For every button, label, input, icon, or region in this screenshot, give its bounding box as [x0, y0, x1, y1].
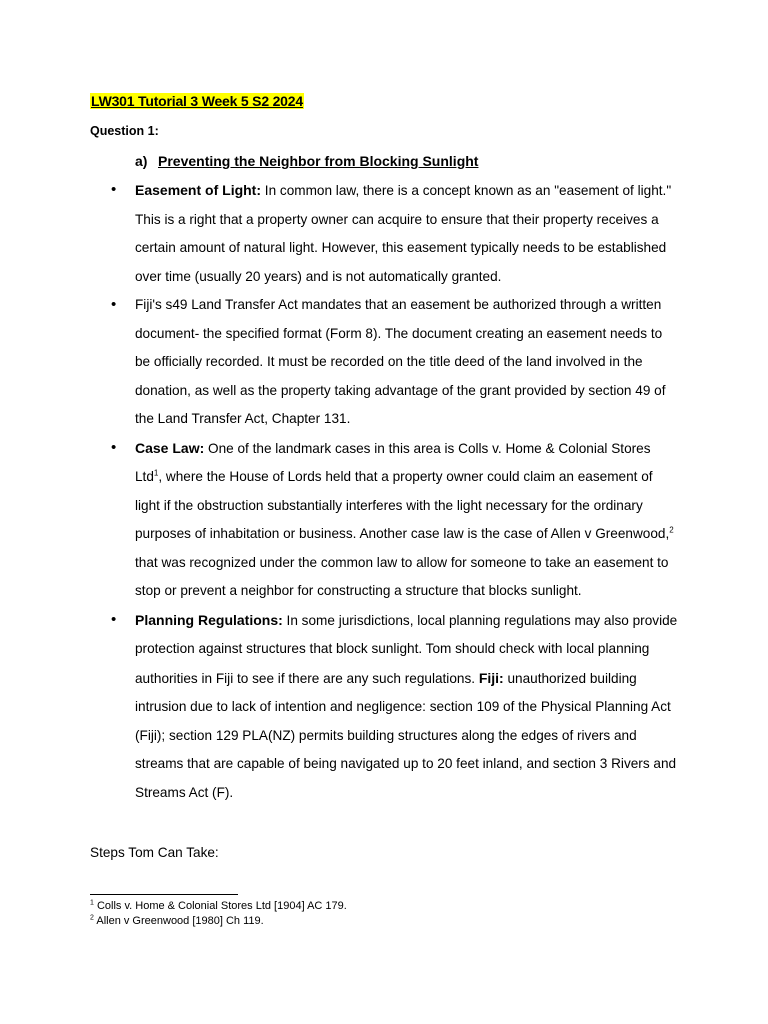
footnote-text: Colls v. Home & Colonial Stores Ltd [1904] AC 179. — [93, 900, 347, 912]
footnote-text: Allen v Greenwood [1980] Ch 119. — [93, 915, 264, 927]
bullet-lead: Easement of Light: — [135, 182, 262, 198]
footnote-2 — [90, 914, 347, 929]
subheading-marker: a) — [135, 153, 148, 169]
footnote-number: 2 — [90, 914, 94, 922]
bullet-lead: Case Law: — [135, 439, 205, 456]
bullet-text: In common law, there is a concept known as an "easement of light." This is a right that a property owner can acquire to ensure that their property receives a certain amount of natural light. However, this easement typically needs to be established over time (usually 20 years) and is not automatically granted. — [135, 183, 672, 284]
bullet-case-law — [0, 434, 680, 606]
footnote-ref-1[interactable]: 1 — [153, 468, 159, 478]
bullet-strong: Fiji: — [478, 669, 504, 686]
bullet-dot: • — [111, 438, 117, 456]
document-title: LW301 Tutorial 3 Week 5 S2 2024 — [91, 93, 303, 109]
bullet-text: In some jurisdictions, local planning regulations may also provide protection against structures that block sunlight. Tom should check with local planning authorities in Fiji to see if there are any such regulations. — [135, 612, 678, 686]
steps-heading: Steps Tom Can Take: — [90, 845, 219, 860]
bullet-text: that was recognized under the common law to allow for someone to take an easement to stop or prevent a neighbor for constructing a structure that blocks sunlight. — [135, 554, 669, 598]
bullet-dot: • — [111, 296, 117, 313]
bullet-list — [0, 176, 768, 807]
footnote-ref-2[interactable]: 2 — [669, 525, 674, 535]
subheading-text: Preventing the Neighbor from Blocking Sunlight — [158, 153, 479, 169]
bullet-dot: • — [111, 610, 117, 628]
bullet-text: One of the landmark cases in this area is Colls v. Home & Colonial Stores Ltd — [135, 440, 651, 484]
bullet-easement-of-light — [0, 176, 680, 291]
question-label: Question 1: — [90, 124, 159, 138]
bullet-lead: Planning Regulations: — [135, 611, 283, 628]
bullet-text: , where the House of Lords held that a property owner could claim an easement of light if the obstruction substantially interferes with the light necessary for the ordinary purposes of inhabitation or business. Another case law is the case of Allen v Greenwood, — [135, 469, 670, 541]
bullet-land-transfer-act — [0, 291, 680, 434]
footnote-separator — [90, 894, 238, 895]
bullet-dot: • — [111, 181, 117, 198]
subheading — [135, 153, 478, 169]
bullet-planning-regulations — [0, 606, 680, 808]
bullet-text: Fiji's s49 Land Transfer Act mandates that an easement be authorized through a written document- the specified format (Form 8). The document creating an easement needs to be officially recorded. It must be recorded on the title deed of the land involved in the donation, as well as the property taking advantage of the grant provided by section 49 of the Land Transfer Act, Chapter 131. — [135, 297, 666, 426]
footnote-1 — [90, 899, 347, 914]
footnote-number: 1 — [90, 899, 94, 907]
bullet-text: unauthorized building intrusion due to lack of intention and negligence: section 109 of the Physical Planning Act (Fiji); section 129 PLA(NZ) permits building structures along the edges of rivers and streams that are capable of being navigated up to 20 feet inland, and section 3 Rivers and Streams Act (F). — [135, 670, 677, 800]
footnotes — [90, 899, 347, 929]
